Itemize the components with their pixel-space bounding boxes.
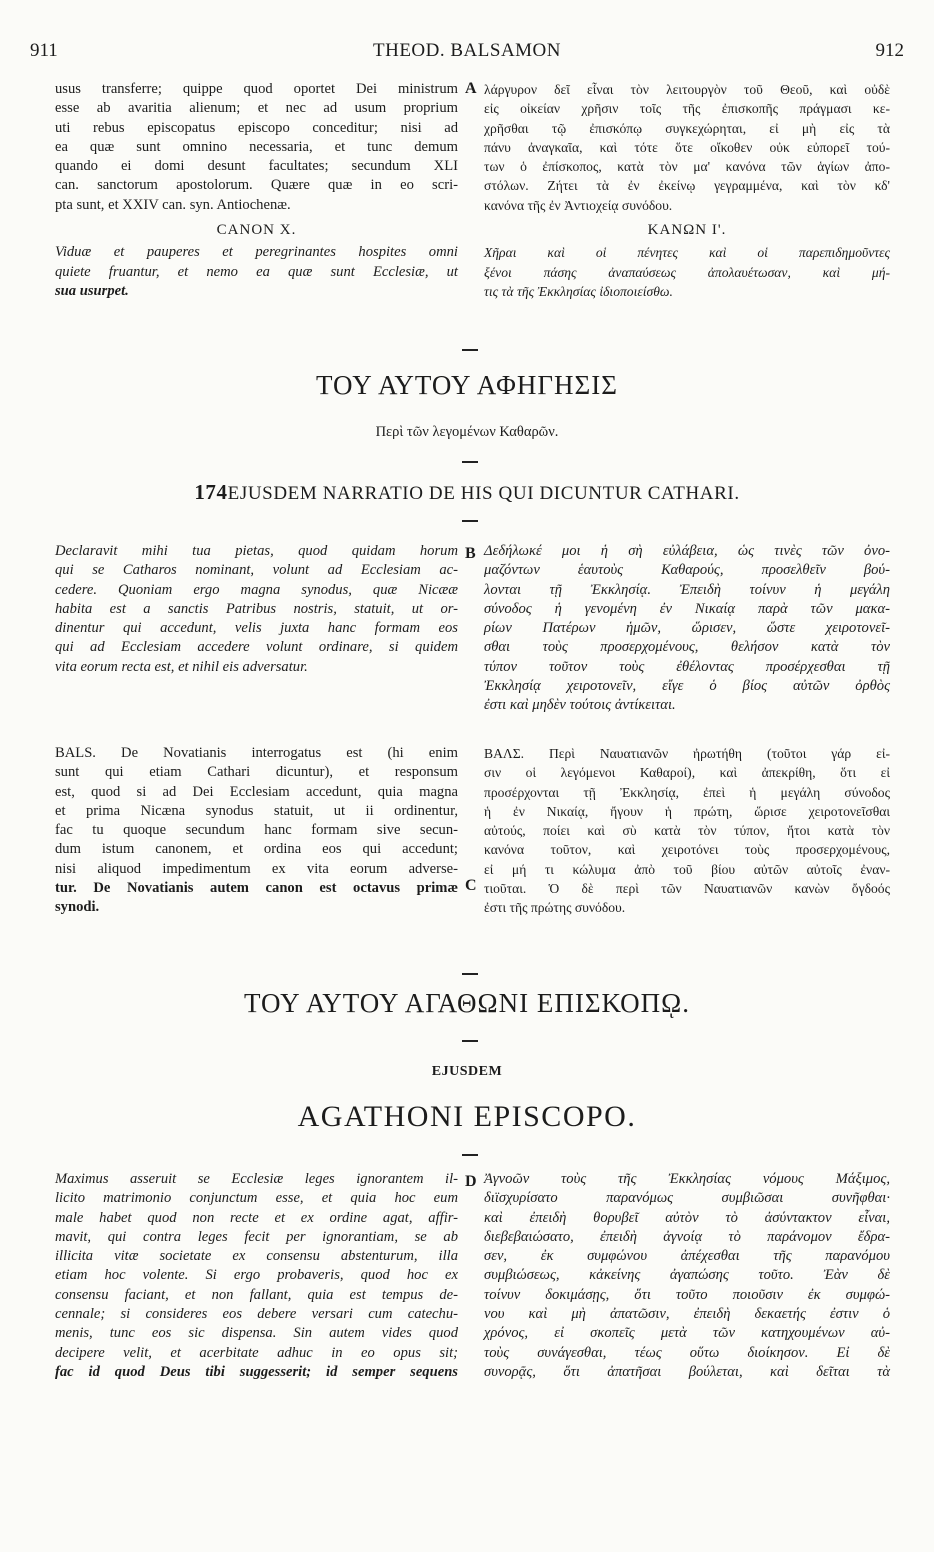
- separator-rule: [462, 461, 478, 463]
- text-line: στόλων. Ζήτει τὰ ἐν ἐκείνῳ γεγραμμένα, καὶ τὸν κδ': [484, 178, 890, 194]
- text-line: εἰς οἰκείαν χρῆσιν τοῖς τῆς ἐπισκοπῆς πράγμασι κε-: [484, 101, 890, 117]
- text-line: tur. De Novatianis autem canon est octavus primæ: [55, 880, 458, 897]
- text-line: λονται τῇ Ἐκκλησίᾳ. Ἐπειδὴ τοίνυν ἡ μεγάλη: [484, 581, 890, 598]
- text-line: διεβεβαιώσατο, ἐπειδὴ ἀγνοίᾳ τὸ παράνομον ἔδρα-: [484, 1228, 890, 1245]
- running-header: [30, 40, 904, 68]
- text-line: quando ei domi desunt facultates; secundum XLI: [55, 158, 458, 175]
- text-line: συμβιώσεως, κἀκείνης ἀγαπώσης τοῦτο. Ἐὰν δὲ: [484, 1267, 890, 1284]
- text-line: Ἐκκλησίᾳ χειροτονεῖν, εἴγε ὁ βίος αὐτῶν ὀρθὸς: [484, 678, 890, 695]
- text-line: χρόνος, εἰ σκοπεῖς μετὰ τῶν κατηχουμένων αὐ-: [484, 1325, 890, 1342]
- text-line: Declaravit mihi tua pietas, quod quidam horum: [55, 543, 458, 559]
- text-line: licito matrimonio conjunctum esse, et quia hoc eum: [55, 1190, 458, 1207]
- text-line: qui se Catharos nominant, volunt ad Ecclesiam ac-: [55, 562, 458, 579]
- text-line: σιν οἱ λεγόμενοι Καθαροί), καὶ ἀπεκρίθη, ὅτι εἰ: [484, 765, 890, 781]
- canon-heading-greek: ΚΑΝΩΝ Ι'.: [647, 222, 727, 239]
- text-line: σθαι τοὺς προσερχομένους, θελήσον κατὰ τὸν: [484, 639, 890, 656]
- text-line: ρίων Πατέρων ἡμῶν, ὥρισεν, ὥστε χειροτονεῖ-: [484, 620, 890, 637]
- text-line: ἐστι καὶ μηδὲν τούτοις ἀντίκειται.: [484, 697, 676, 714]
- margin-marker-a: A: [465, 80, 477, 97]
- text-line: nisi aliquod impedimentum ex vita eorum adverse-: [55, 860, 458, 877]
- text-line: σύνοδος ἡ γενομένη ἐν Νικαίᾳ παρὰ τῶν μακα-: [484, 600, 890, 617]
- text-line: can. sanctorum apostolorum. Quære quæ in eo scri-: [55, 177, 458, 194]
- section1-greek-text: [484, 80, 890, 301]
- text-line: τοὺς συνάγεσθαι, τέως οὕτω διοίκησον. Εἰ δὲ: [484, 1344, 890, 1361]
- canon-text-line: Viduæ et pauperes et peregrinantes hospites omni: [55, 244, 458, 261]
- text-line: cedere. Quoniam ergo magna synodus, quæ Nicææ: [55, 581, 458, 598]
- text-line: Maximus asseruit se Ecclesiæ leges ignorantem il-: [55, 1171, 458, 1187]
- section2-latin-letter: [55, 542, 458, 677]
- section2-greek-commentary: [484, 744, 890, 918]
- text-line: synodi.: [55, 899, 100, 916]
- separator-rule: [462, 1154, 478, 1156]
- text-line: menis, tunc eos sic dispensa. Sin autem vides quod: [55, 1325, 458, 1342]
- section2-greek-letter: [484, 542, 890, 716]
- text-line: habita est a sanctis Patribus nostris, statuit, ut or-: [55, 600, 458, 617]
- text-line: dinentur qui accedunt, velis juxta hanc formam eos: [55, 620, 458, 637]
- canon-heading-latin: CANON X.: [216, 222, 297, 239]
- text-line: sunt qui etiam Cathari dicuntur), et responsum: [55, 764, 458, 781]
- text-line: τιοῦται. Ὁ δὲ περὶ τῶν Ναυατιανῶν κανὼν ὄγδοός: [484, 881, 890, 897]
- text-line: consensu faciant, et non fallant, quia est tempus de-: [55, 1286, 458, 1303]
- text-line: dum istum canonem, et ordina eos qui accedunt;: [55, 841, 458, 858]
- text-line: χρῆσθαι τῷ ἐπισκόπῳ συγκεχώρηται, εἰ μὴ εἰς τὰ: [484, 120, 890, 136]
- text-line: ἐστι τῆς πρώτης συνόδου.: [484, 900, 626, 916]
- text-line: σεν, ἐκ συμφώνου ἀπέχεσθαι τῆς παρανόμου: [484, 1248, 890, 1265]
- text-line: κανόνα τῆς ἐν Ἀντιοχείᾳ συνόδου.: [484, 197, 673, 213]
- section3-title-latin: AGATHONI EPISCOPO.: [297, 1100, 637, 1133]
- separator-rule: [462, 349, 478, 351]
- text-line: est, quod si ad Dei Ecclesiam accedunt, quia magna: [55, 783, 458, 800]
- canon-text-line: Χῆραι καὶ οἱ πένητες καὶ οἱ παρεπιδημοῦντες: [484, 245, 890, 261]
- section1-latin-text: [55, 80, 458, 301]
- text-line: μαζόντων ἑαυτοὺς Καθαρούς, προσελθεῖν βού-: [484, 562, 890, 579]
- text-line: et prima Nicæna synodus statuit, ut ii ordinentur,: [55, 802, 458, 819]
- text-line: qui ad Ecclesiam accedere volunt ordinare, si quidem: [55, 639, 458, 656]
- text-line: illicita vitæ societate ex consensu abstenturum, illa: [55, 1248, 458, 1265]
- section3-ejusdem: EJUSDEM: [431, 1064, 503, 1079]
- margin-marker-b: B: [465, 545, 476, 562]
- text-line: τοίνυν δοκιμάσῃς, ὅτι τοῦτο ποιοῦσιν ἐκ συμφώ-: [484, 1286, 890, 1303]
- section3-latin-text: [55, 1170, 458, 1382]
- text-line: τύπον τοῦτον τοὺς ἐθέλοντας προσέρχεσθαι τῇ: [484, 658, 890, 675]
- canon-text-line: quiete fruantur, et nemo ea quæ sunt Ecclesiæ, ut: [55, 263, 458, 280]
- text-line: uti rebus episcopatus episcopo conceditur; nisi ad: [55, 119, 458, 136]
- text-line: ΒΑΛΣ. Περὶ Ναυατιανῶν ἠρωτήθη (τοῦτοι γάρ εἰ-: [484, 746, 890, 761]
- text-line: λάργυρον δεῖ εἶναι τὸν λειτουργὸν τοῦ Θεοῦ, καὶ οὐδὲ: [484, 82, 890, 97]
- text-line: BALS. De Novatianis interrogatus est (hi enim: [55, 745, 458, 761]
- text-line: etiam hoc volente. Si ergo probaveris, quod hoc ex: [55, 1267, 458, 1284]
- section3-title-greek: ΤΟΥ ΑΥΤΟΥ ΑΓΑΘΩΝΙ ΕΠΙΣΚΟΠῼ.: [243, 988, 690, 1018]
- separator-rule: [462, 520, 478, 522]
- text-line: fac tu quoque secundum hanc formam sive secun-: [55, 822, 458, 839]
- text-line: cennale; si consideres eos debere versari cum catechu-: [55, 1306, 458, 1323]
- text-line: νου καὶ μὴ ἀπατῶσιν, ἐπειδὴ δεκαετής ἐστιν ὁ: [484, 1306, 890, 1323]
- page-number-right: 912: [875, 40, 904, 61]
- canon-text-line: τις τὰ τῆς Ἐκκλησίας ἰδιοποιείσθω.: [484, 283, 673, 299]
- text-line: male habet quod non recte et ex ordine agat, affir-: [55, 1209, 458, 1226]
- section3-greek-text: [484, 1170, 890, 1382]
- margin-marker-d: D: [465, 1173, 477, 1190]
- section-number: 174: [194, 480, 228, 504]
- canon-text-line: sua usurpet.: [55, 282, 129, 299]
- text-line: decipere velit, et acerbitate adhuc in eo opus sit;: [55, 1344, 458, 1361]
- text-line: κανόνα τοῦτον, καὶ χειροτόνει τοὺς προσερχομένους,: [484, 842, 890, 858]
- text-line: usus transferre; quippe quod oportet Dei ministrum: [55, 81, 458, 97]
- text-line: καὶ ἐπειδὴ θορυβεῖ αὐτὸν τὸ ἀσύντακτον εἶναι,: [484, 1209, 890, 1226]
- text-line: vita eorum recta est, et nihil eis adversatur.: [55, 658, 308, 675]
- text-line: προσέρχονται τῇ Ἐκκλησίᾳ, ἐπεὶ ἡ μεγάλη σύνοδος: [484, 784, 890, 800]
- text-line: ea quæ sunt omnino necessaria, et tunc demum: [55, 138, 458, 155]
- section2-subtitle-greek: Περὶ τῶν λεγομένων Καθαρῶν.: [375, 424, 559, 440]
- running-title: THEOD. BALSAMON: [373, 40, 561, 61]
- text-line: αὐτούς, ποίει καὶ σὺ κατὰ τὸν τύπον, ἤτοι κατὰ τὸν: [484, 823, 890, 839]
- margin-marker-c: C: [465, 877, 477, 894]
- text-line: εἰ μή τι κώλυμα ἀπὸ τοῦ βίου αὐτῶν αὐτοῖς ἐναν-: [484, 861, 890, 877]
- text-line: ἡ ἐν Νικαίᾳ, ἤγουν ἡ πρώτη, ὥρισε χειροτονεῖσθαι: [484, 803, 890, 819]
- canon-text-line: ξένοι πάσης ἀναπαύσεως ἀπολαυέτωσαν, καὶ μή-: [484, 264, 890, 280]
- text-line: πάνυ ἀναγκαῖα, καὶ τότε ὅτε οἴκοθεν οὐκ εὐπορεῖ τού-: [484, 139, 890, 155]
- text-line: esse ab avaritia alienum; et nec ad usum proprium: [55, 100, 458, 117]
- section2-title-latin-text: EJUSDEM NARRATIO DE HIS QUI DICUNTUR CATHARI.: [227, 483, 740, 504]
- page-number-left: 911: [30, 40, 58, 61]
- text-line: διϊσχυρίσατο παρανόμως συμβιῶσαι συνῆφθαι·: [484, 1190, 890, 1207]
- text-line: fac id quod Deus tibi suggesserit; id semper sequens: [55, 1363, 458, 1380]
- section2-title-greek: ΤΟΥ ΑΥΤΟΥ ΑΦΗΓΗΣΙΣ: [316, 370, 618, 400]
- separator-rule: [462, 1040, 478, 1042]
- text-line: συνορᾷς, ὅτι ἀπατῆσαι βούλεται, καὶ δεῖται τὰ: [484, 1363, 890, 1380]
- text-line: Ἀγνοῶν τοὺς τῆς Ἐκκλησίας νόμους Μάξιμος,: [484, 1171, 890, 1187]
- text-line: Δεδήλωκέ μοι ἡ σὴ εὐλάβεια, ὡς τινὲς τῶν ὀνο-: [484, 543, 890, 559]
- section2-title-latin: [0, 480, 934, 505]
- text-line: pta sunt, et XXIV can. syn. Antiochenæ.: [55, 196, 291, 213]
- text-line: των ὁ ἐπίσκοπος, κατὰ τὸν μα' κανόνα τῶν ἁγίων ἀπο-: [484, 159, 890, 175]
- section2-latin-commentary: [55, 744, 458, 918]
- separator-rule: [462, 973, 478, 975]
- text-line: mavit, qui contra leges fecit per ignorantiam, se ab: [55, 1228, 458, 1245]
